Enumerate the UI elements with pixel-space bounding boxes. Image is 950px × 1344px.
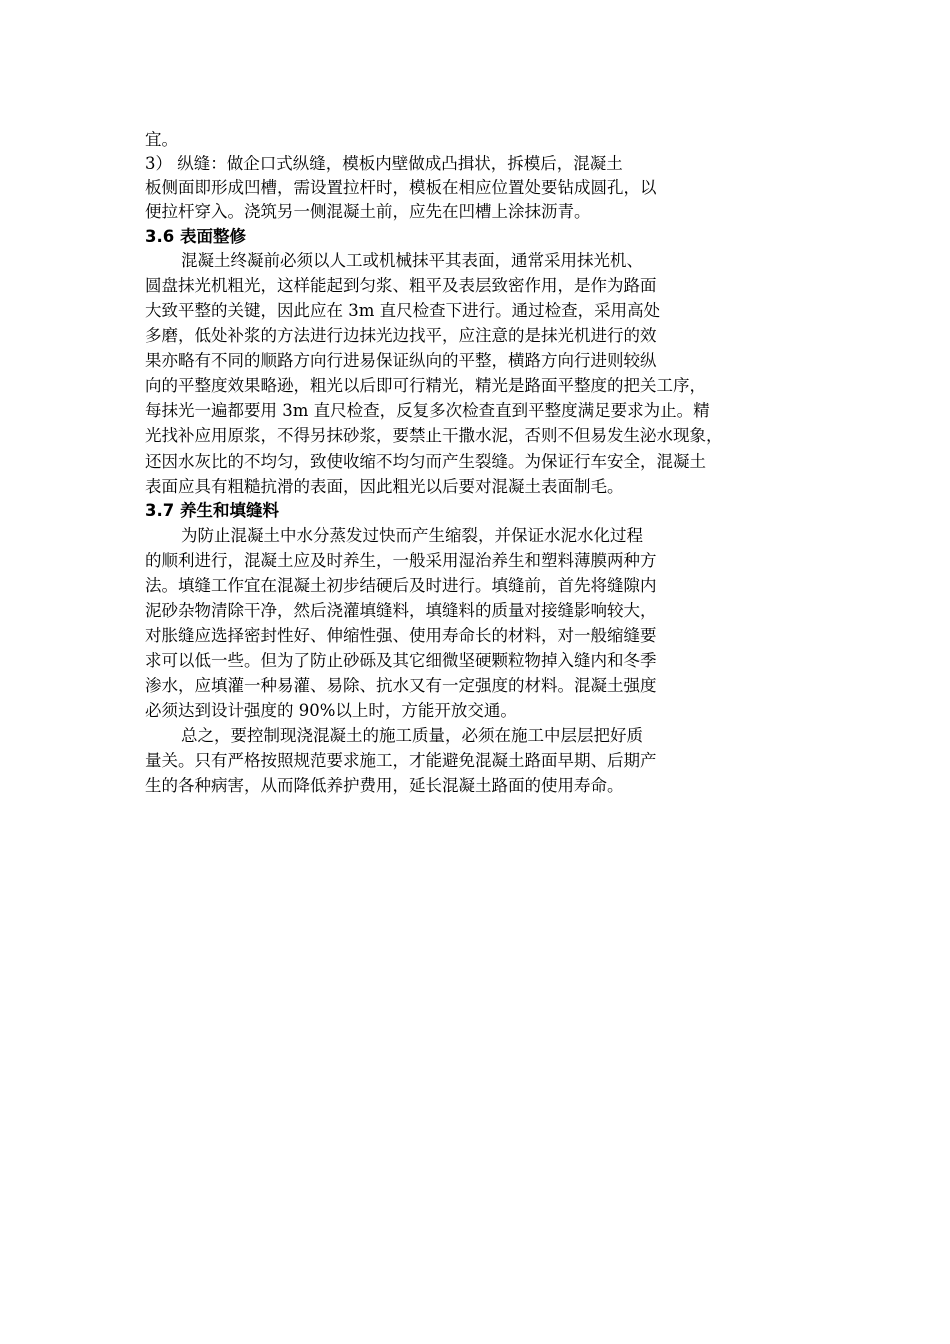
- paragraph-line: 光找补应用原浆，不得另抹砂浆，要禁止干撒水泥，否则不但易发生泌水现象，: [145, 426, 723, 445]
- paragraph-line: 每抹光一遍都要用 3m 直尺检查，反复多次检查直到平整度满足要求为止。精: [145, 401, 710, 420]
- paragraph-line: 多磨，低处补浆的方法进行边抹光边找平，应注意的是抹光机进行的效: [145, 326, 657, 345]
- paragraph-line: 圆盘抹光机粗光，这样能起到匀浆、粗平及表层致密作用，是作为路面: [145, 276, 657, 295]
- continuation-line: 宜。: [145, 130, 178, 149]
- section-heading-3-6: 3.6 表面整修: [145, 227, 246, 246]
- paragraph-line: 混凝土终凝前必须以人工或机械抹平其表面，通常采用抹光机、: [181, 251, 643, 270]
- paragraph-line: 大致平整的关键，因此应在 3m 直尺检查下进行。通过检查，采用高处: [145, 301, 661, 320]
- conclusion-line: 生的各种病害，从而降低养护费用，延长混凝土路面的使用寿命。: [145, 776, 624, 795]
- paragraph-line: 表面应具有粗糙抗滑的表面，因此粗光以后要对混凝土表面制毛。: [145, 477, 624, 496]
- item3-line: 板侧面即形成凹槽，需设置拉杆时，模板在相应位置处要钻成圆孔，以: [145, 178, 657, 197]
- paragraph-line: 的顺利进行，混凝土应及时养生，一般采用湿治养生和塑料薄膜两种方: [145, 551, 657, 570]
- paragraph-line: 渗水，应填灌一种易灌、易除、抗水又有一定强度的材料。混凝土强度: [145, 676, 657, 695]
- paragraph-line: 对胀缝应选择密封性好、伸缩性强、使用寿命长的材料，对一般缩缝要: [145, 626, 657, 645]
- paragraph-line: 法。填缝工作宜在混凝土初步结硬后及时进行。填缝前，首先将缝隙内: [145, 576, 657, 595]
- item3-line: 3） 纵缝：做企口式纵缝，模板内壁做成凸揖状，拆模后，混凝土: [145, 154, 623, 173]
- paragraph-line: 泥砂杂物清除干净，然后浇灌填缝料，填缝料的质量对接缝影响较大，: [145, 601, 657, 620]
- item3-line: 便拉杆穿入。浇筑另一侧混凝土前，应先在凹槽上涂抹沥青。: [145, 202, 591, 221]
- paragraph-line: 向的平整度效果略逊，粗光以后即可行精光，精光是路面平整度的把关工序，: [145, 376, 706, 395]
- paragraph-line: 还因水灰比的不均匀，致使收缩不均匀而产生裂缝。为保证行车安全，混凝土: [145, 452, 706, 471]
- paragraph-line: 果亦略有不同的顺路方向行进易保证纵向的平整，横路方向行进则较纵: [145, 351, 657, 370]
- conclusion-line: 总之，要控制现浇混凝土的施工质量，必须在施工中层层把好质: [181, 726, 643, 745]
- section-heading-3-7: 3.7 养生和填缝料: [145, 501, 279, 520]
- paragraph-line: 为防止混凝土中水分蒸发过快而产生缩裂，并保证水泥水化过程: [181, 526, 643, 545]
- paragraph-line: 必须达到设计强度的 90%以上时，方能开放交通。: [145, 701, 517, 720]
- paragraph-line: 求可以低一些。但为了防止砂砾及其它细微坚硬颗粒物掉入缝内和冬季: [145, 651, 657, 670]
- conclusion-line: 量关。只有严格按照规范要求施工，才能避免混凝土路面早期、后期产: [145, 751, 657, 770]
